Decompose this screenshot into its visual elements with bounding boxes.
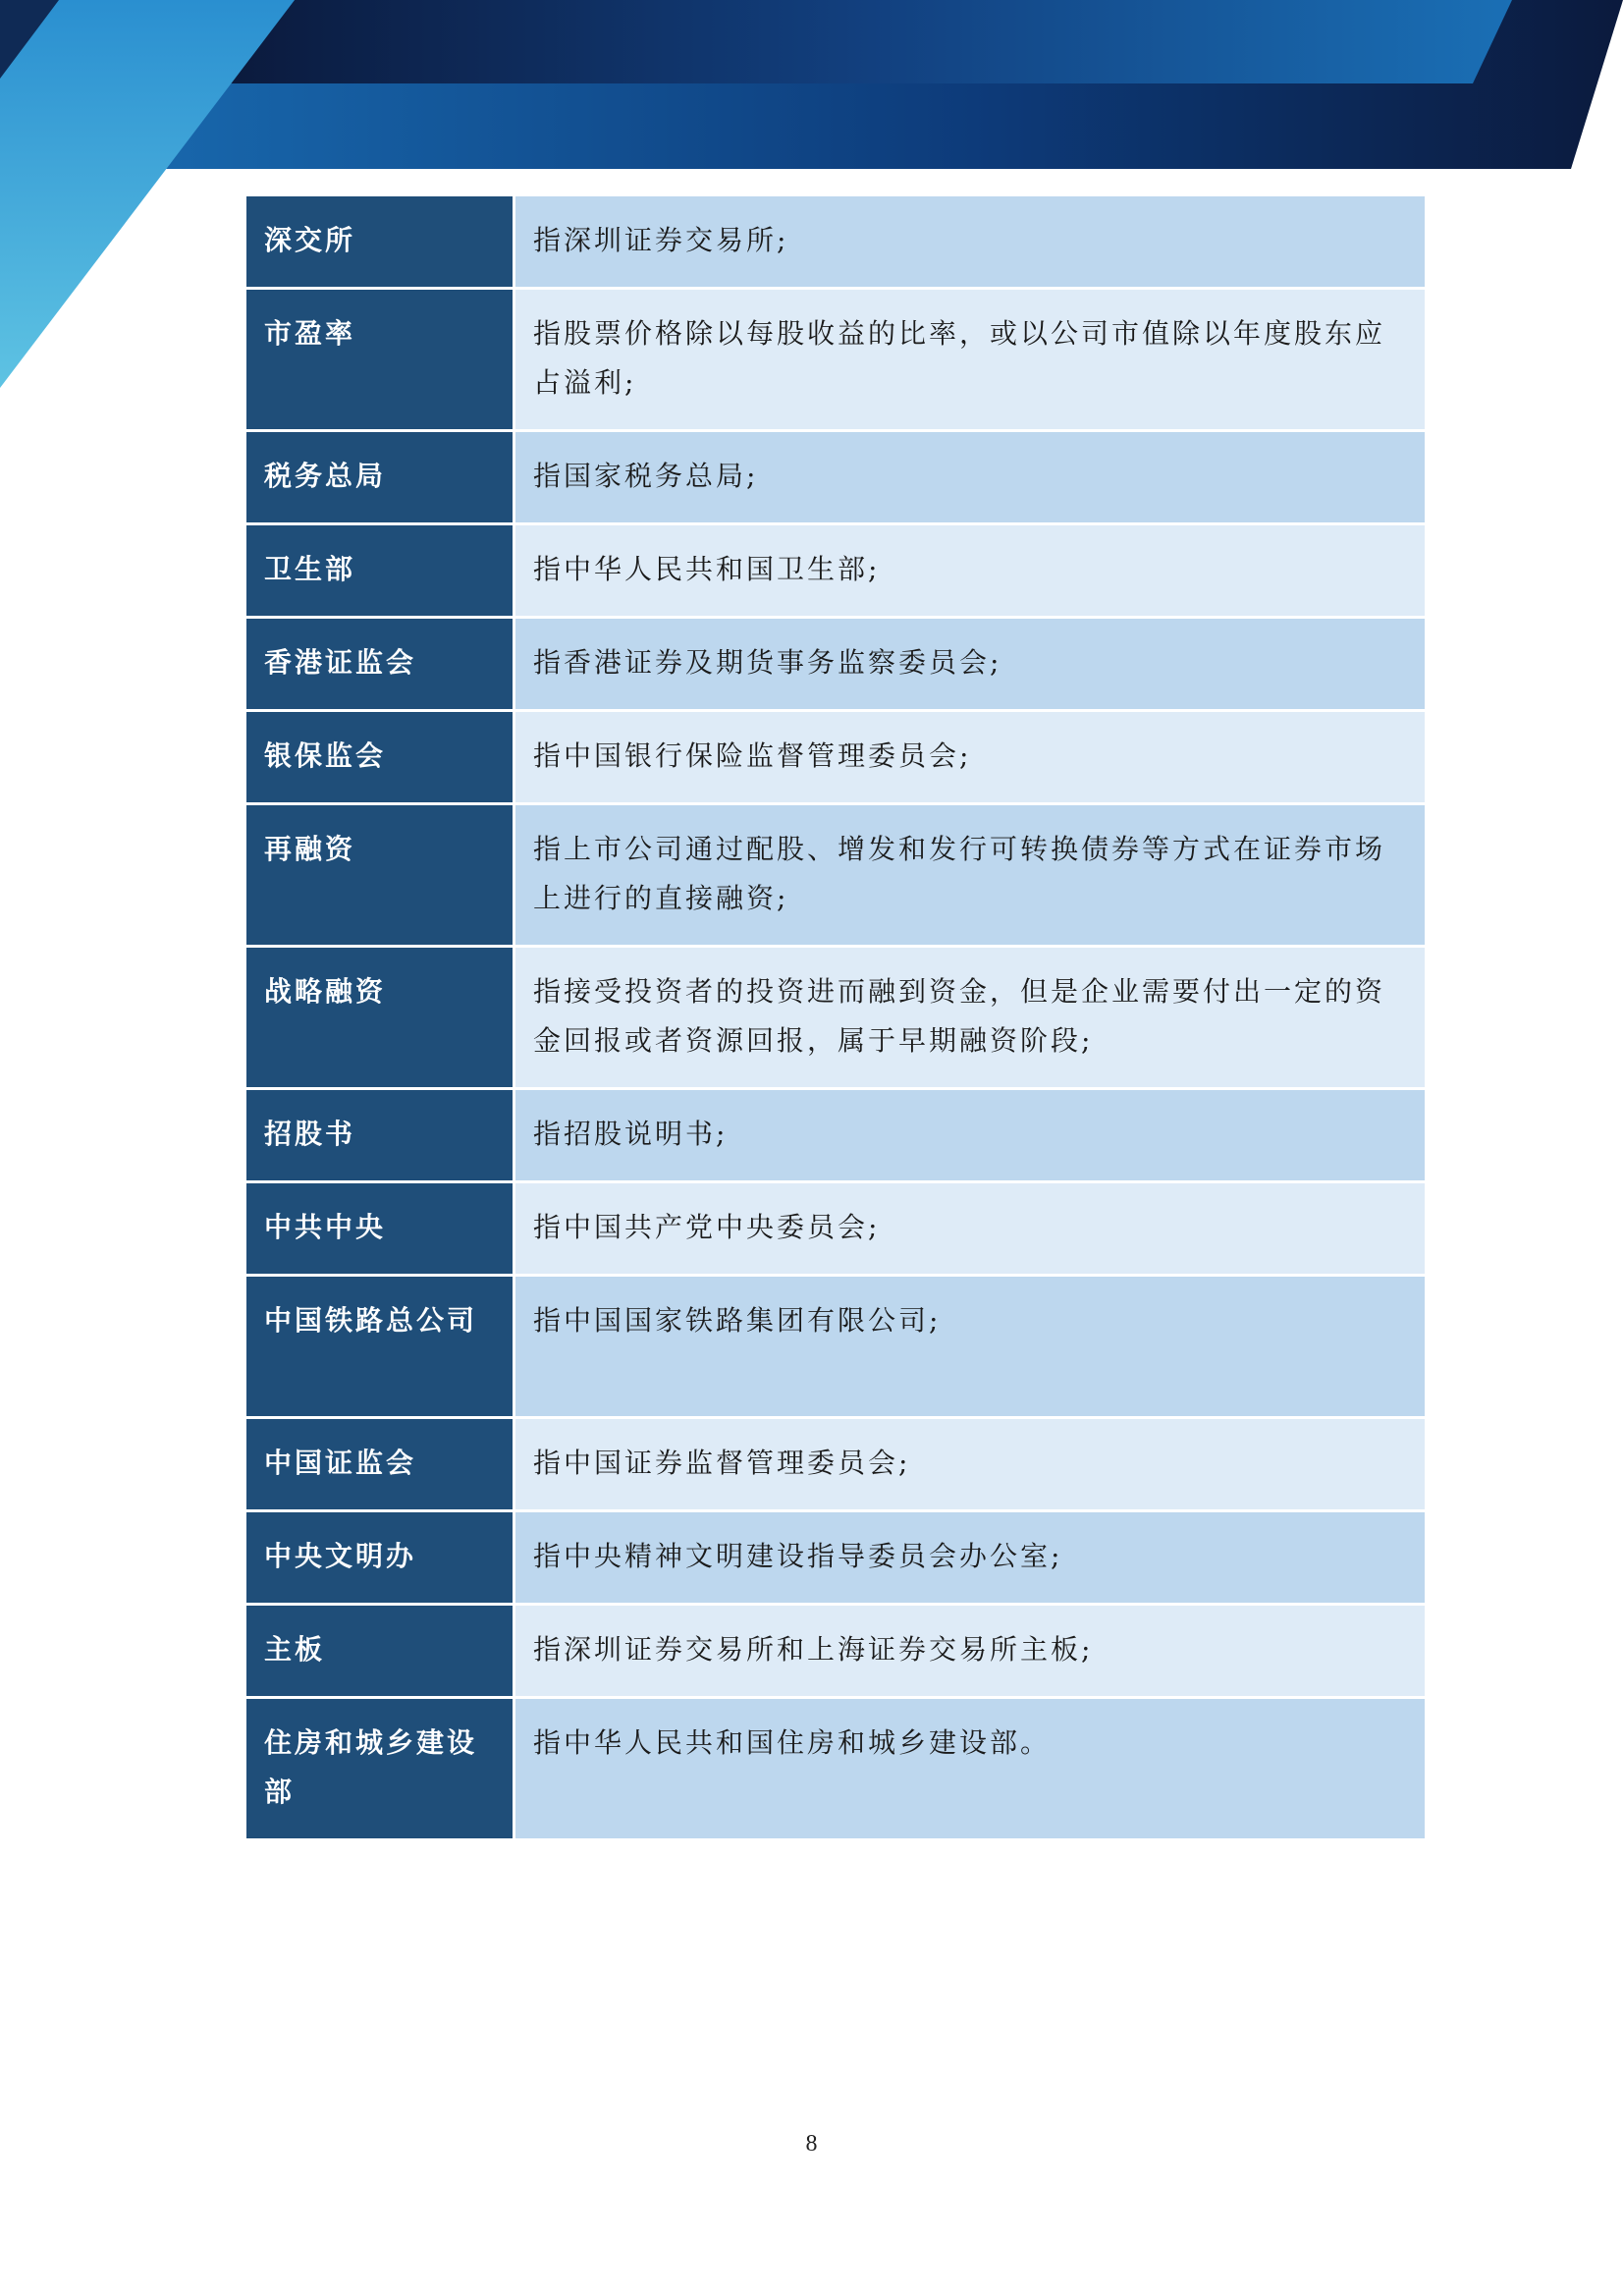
table-row xyxy=(246,1277,1425,1419)
table-row xyxy=(246,712,1425,805)
glossary-term: 住房和城乡建设部 xyxy=(246,1699,515,1841)
glossary-definition: 指中国共产党中央委员会; xyxy=(515,1183,1425,1277)
glossary-term: 中共中央 xyxy=(246,1183,515,1277)
glossary-term: 主板 xyxy=(246,1606,515,1699)
table-row xyxy=(246,805,1425,948)
glossary-term: 中国铁路总公司 xyxy=(246,1277,515,1419)
glossary-definition: 指股票价格除以每股收益的比率，或以公司市值除以年度股东应占溢利; xyxy=(515,290,1425,432)
glossary-term: 中国证监会 xyxy=(246,1419,515,1512)
glossary-term: 市盈率 xyxy=(246,290,515,432)
table-row xyxy=(246,1699,1425,1841)
glossary-definition: 指中华人民共和国卫生部; xyxy=(515,525,1425,619)
page-number: 8 xyxy=(805,2131,818,2157)
glossary-table xyxy=(246,196,1425,1841)
glossary-term: 再融资 xyxy=(246,805,515,948)
glossary-term: 深交所 xyxy=(246,196,515,290)
table-row xyxy=(246,432,1425,525)
glossary-term: 税务总局 xyxy=(246,432,515,525)
table-row xyxy=(246,290,1425,432)
table-row xyxy=(246,1512,1425,1606)
glossary-definition: 指招股说明书; xyxy=(515,1090,1425,1183)
table-row xyxy=(246,948,1425,1090)
glossary-definition: 指深圳证券交易所和上海证券交易所主板; xyxy=(515,1606,1425,1699)
glossary-definition: 指中央精神文明建设指导委员会办公室; xyxy=(515,1512,1425,1606)
glossary-definition: 指香港证券及期货事务监察委员会; xyxy=(515,619,1425,712)
table-row xyxy=(246,525,1425,619)
glossary-definition: 指接受投资者的投资进而融到资金，但是企业需要付出一定的资金回报或者资源回报，属于早期融资阶段; xyxy=(515,948,1425,1090)
table-row xyxy=(246,619,1425,712)
banner-top-band xyxy=(231,0,1512,83)
table-row xyxy=(246,1090,1425,1183)
glossary-definition: 指深圳证券交易所; xyxy=(515,196,1425,290)
table-row xyxy=(246,196,1425,290)
table-row xyxy=(246,1419,1425,1512)
table-row xyxy=(246,1183,1425,1277)
glossary-term: 香港证监会 xyxy=(246,619,515,712)
glossary-definition: 指中国国家铁路集团有限公司; xyxy=(515,1277,1425,1419)
glossary-term: 卫生部 xyxy=(246,525,515,619)
glossary-definition: 指中国银行保险监督管理委员会; xyxy=(515,712,1425,805)
glossary-definition: 指上市公司通过配股、增发和发行可转换债券等方式在证券市场上进行的直接融资; xyxy=(515,805,1425,948)
glossary-term: 招股书 xyxy=(246,1090,515,1183)
table-row xyxy=(246,1606,1425,1699)
glossary-term: 中央文明办 xyxy=(246,1512,515,1606)
glossary-definition: 指中国证券监督管理委员会; xyxy=(515,1419,1425,1512)
glossary-definition: 指中华人民共和国住房和城乡建设部。 xyxy=(515,1699,1425,1841)
glossary-term: 银保监会 xyxy=(246,712,515,805)
glossary-definition: 指国家税务总局; xyxy=(515,432,1425,525)
glossary-term: 战略融资 xyxy=(246,948,515,1090)
